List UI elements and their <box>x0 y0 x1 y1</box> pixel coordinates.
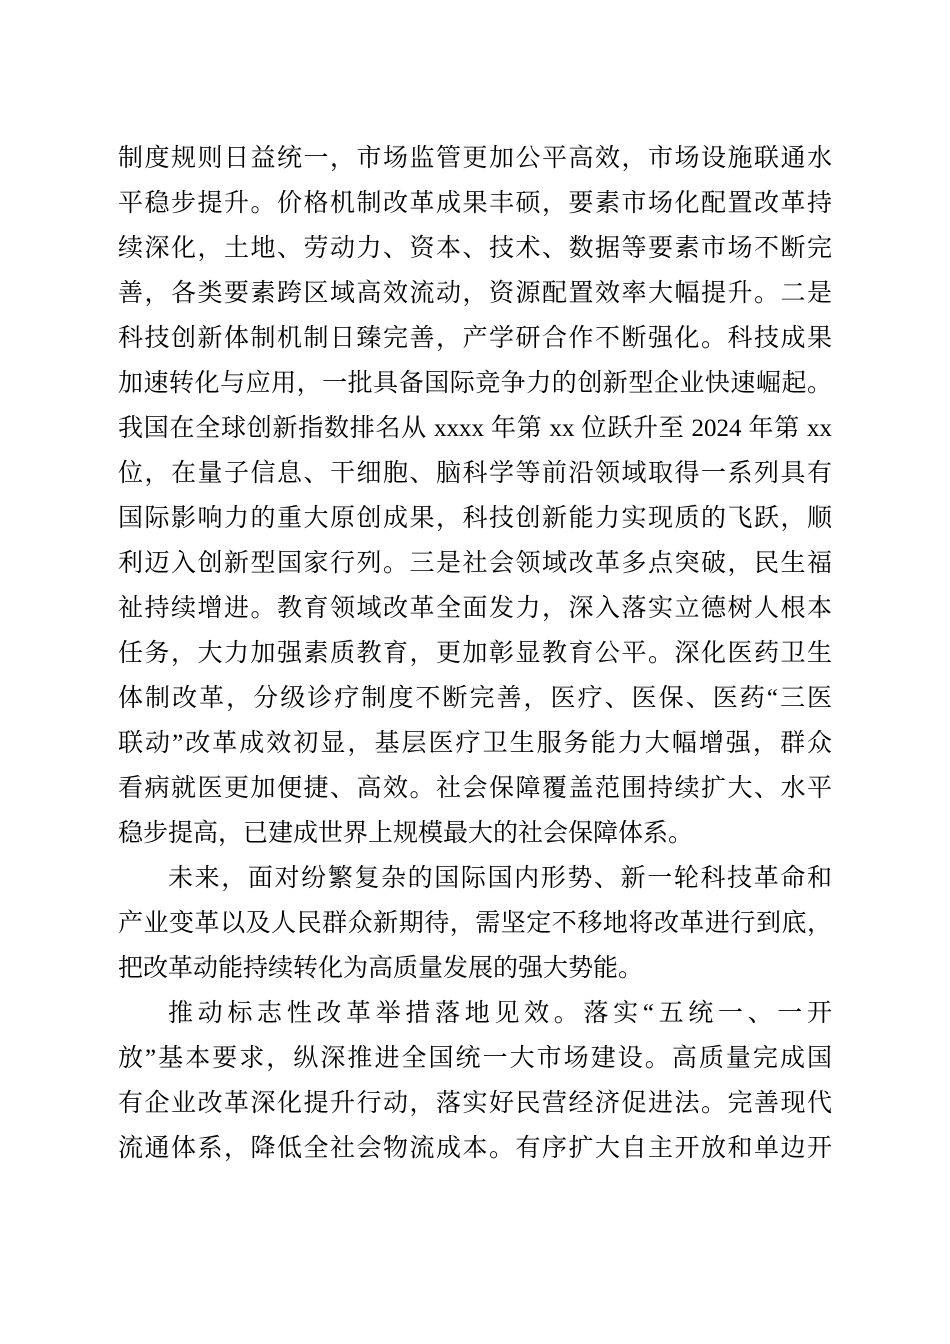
paragraph-2 <box>118 856 832 991</box>
paragraph-3 <box>118 991 832 1171</box>
text-line: 国际影响力的重大原创成果，科技创新能力实现质的飞跃，顺 <box>118 505 832 532</box>
text-line: 科技创新体制机制日臻完善，产学研合作不断强化。科技成果 <box>118 325 832 352</box>
text-line: 任务，大力加强素质教育，更加彰显教育公平。深化医药卫生 <box>118 640 832 667</box>
text-line: 联动”改革成效初显，基层医疗卫生服务能力大幅增强，群众 <box>118 730 832 757</box>
text-line: 放”基本要求，纵深推进全国统一大市场建设。高质量完成国 <box>118 1045 832 1072</box>
paragraph-1 <box>118 136 832 856</box>
text-line: 有企业改革深化提升行动，落实好民营经济促进法。完善现代 <box>118 1090 832 1117</box>
text-line: 未来，面对纷繁复杂的国际国内形势、新一轮科技革命和 <box>168 865 832 892</box>
text-line: 位，在量子信息、干细胞、脑科学等前沿领域取得一系列具有 <box>118 460 832 487</box>
text-line: 加速转化与应用，一批具备国际竞争力的创新型企业快速崛起。 <box>118 370 832 397</box>
text-line: 平稳步提升。价格机制改革成果丰硕，要素市场化配置改革持 <box>118 190 832 217</box>
text-line: 产业变革以及人民群众新期待，需坚定不移地将改革进行到底， <box>118 910 832 937</box>
text-line: 稳步提高，已建成世界上规模最大的社会保障体系。 <box>118 820 694 847</box>
text-line: 续深化，土地、劳动力、资本、技术、数据等要素市场不断完 <box>118 235 832 262</box>
text-line: 流通体系，降低全社会物流成本。有序扩大自主开放和单边开 <box>118 1135 832 1162</box>
text-line: 利迈入创新型国家行列。三是社会领域改革多点突破，民生福 <box>118 550 832 577</box>
document-body <box>118 136 832 1171</box>
text-line: 善，各类要素跨区域高效流动，资源配置效率大幅提升。二是 <box>118 280 832 307</box>
text-line: 看病就医更加便捷、高效。社会保障覆盖范围持续扩大、水平 <box>118 775 832 802</box>
text-line: 祉持续增进。教育领域改革全面发力，深入落实立德树人根本 <box>118 595 832 622</box>
text-line: 制度规则日益统一，市场监管更加公平高效，市场设施联通水 <box>118 145 832 172</box>
text-line: 推动标志性改革举措落地见效。落实“五统一、一开 <box>168 1000 832 1027</box>
text-line: 我国在全球创新指数排名从 xxxx 年第 xx 位跃升至 2024 年第 xx <box>118 415 832 442</box>
text-line: 把改革动能持续转化为高质量发展的强大势能。 <box>118 955 644 982</box>
text-line: 体制改革，分级诊疗制度不断完善，医疗、医保、医药“三医 <box>118 685 832 712</box>
